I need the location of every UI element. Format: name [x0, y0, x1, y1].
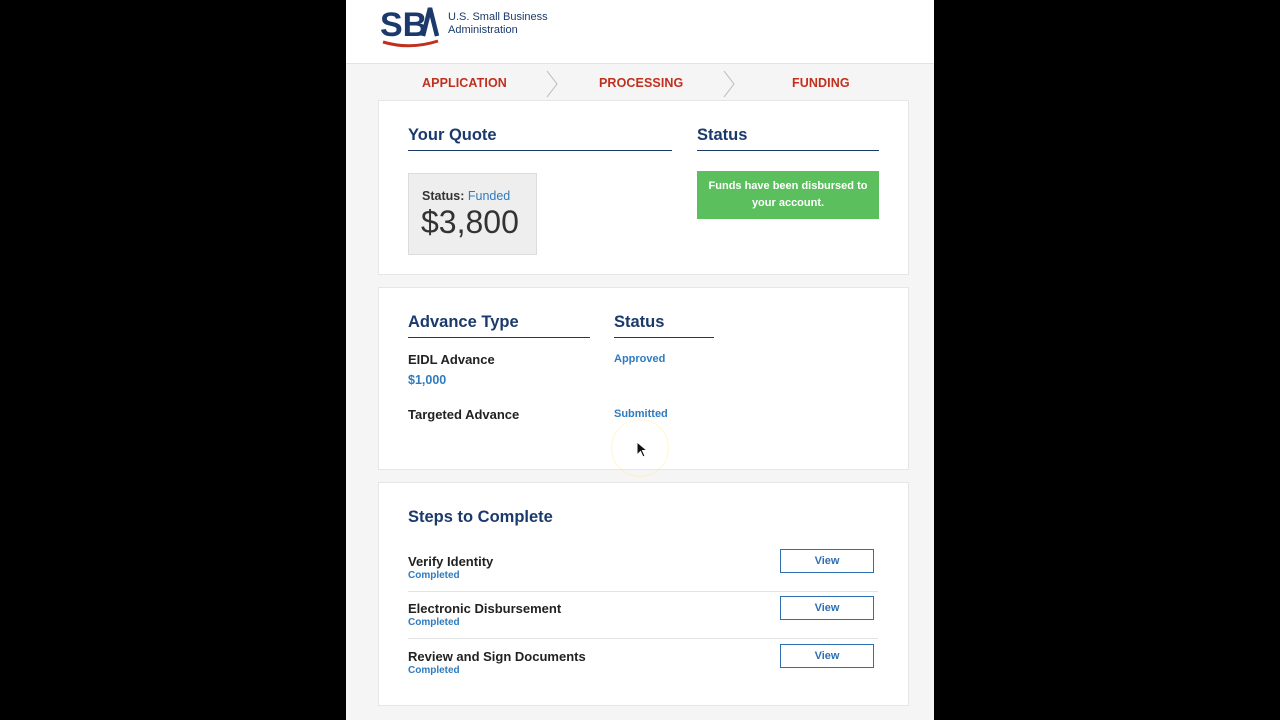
- advance-card: [378, 287, 909, 470]
- quote-status: [422, 189, 510, 203]
- heading-rule: [408, 337, 590, 338]
- advance-status-eidl: Approved: [614, 353, 666, 365]
- divider: [408, 591, 878, 592]
- advance-status-heading: Status: [614, 313, 665, 331]
- task-state: Completed: [408, 617, 460, 628]
- step-processing: PROCESSING: [599, 76, 684, 90]
- task-name: Electronic Disbursement: [408, 601, 562, 616]
- heading-rule: [614, 337, 714, 338]
- view-review-sign-documents-button[interactable]: View: [780, 644, 874, 668]
- sba-logo-letters: SB: [380, 6, 428, 44]
- task-state: Completed: [408, 665, 460, 676]
- sba-logo-icon[interactable]: [380, 0, 440, 48]
- view-electronic-disbursement-button[interactable]: View: [780, 596, 874, 620]
- steps-heading: Steps to Complete: [408, 508, 553, 526]
- divider: [408, 638, 878, 639]
- quote-status-heading: Status: [697, 126, 748, 144]
- advance-type-heading: Advance Type: [408, 313, 519, 331]
- progress-steps: [346, 64, 934, 102]
- funds-disbursed-banner: Funds have been disbursed to your account.: [697, 171, 879, 219]
- chevron-right-icon: [723, 71, 735, 97]
- quote-status-label: Status:: [422, 189, 465, 203]
- heading-rule: [697, 150, 879, 151]
- task-name: Verify Identity: [408, 554, 494, 569]
- quote-status-value: Funded: [467, 189, 511, 203]
- steps-card: [378, 482, 909, 706]
- advance-amount-eidl: $1,000: [408, 373, 447, 387]
- view-verify-identity-button[interactable]: View: [780, 549, 874, 573]
- sba-org-name: [448, 11, 548, 37]
- mouse-pointer-icon: [636, 441, 650, 459]
- page: [346, 0, 934, 720]
- org-name-line2: Administration: [448, 24, 518, 36]
- quote-amount: $3,800: [421, 204, 519, 240]
- site-header: [346, 0, 934, 64]
- org-name-line1: U.S. Small Business: [448, 11, 548, 23]
- advance-name-eidl: EIDL Advance: [408, 352, 495, 367]
- advance-status-targeted: Submitted: [614, 408, 668, 420]
- task-state: Completed: [408, 570, 460, 581]
- quote-card: [378, 100, 909, 275]
- chevron-right-icon: [546, 71, 558, 97]
- quote-summary-box: [408, 173, 537, 255]
- your-quote-heading: Your Quote: [408, 126, 497, 144]
- step-application: APPLICATION: [422, 76, 507, 90]
- advance-name-targeted: Targeted Advance: [408, 407, 520, 422]
- heading-rule: [408, 150, 672, 151]
- task-name: Review and Sign Documents: [408, 649, 586, 664]
- step-funding: FUNDING: [792, 76, 850, 90]
